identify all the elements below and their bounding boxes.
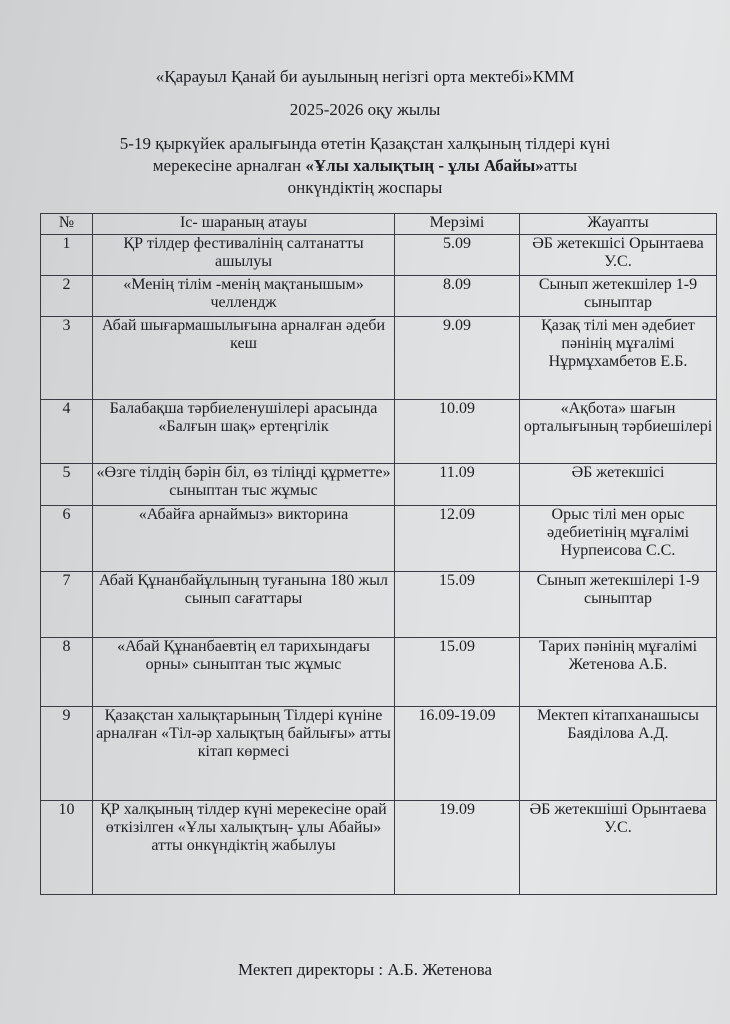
row-num: 10 <box>41 801 93 895</box>
row-resp: Орыс тілі мен орыс әдебиетінің мұғалімі Нурпеисова С.С. <box>520 506 717 572</box>
table-row <box>41 464 717 506</box>
row-num: 4 <box>41 400 93 464</box>
col-header-num: № <box>41 214 93 235</box>
row-name: «Абайға арнаймыз» викторина <box>93 506 395 572</box>
row-name: ҚР халқының тілдер күні мерекесіне орай өткізілген «Ұлы халықтың- ұлы Абайы» атты онкүндіктің жабылуы <box>93 801 395 895</box>
school-name: «Қарауыл Қанай би ауылының негізгі орта мектебі»КММ <box>155 67 575 86</box>
row-num: 3 <box>41 317 93 400</box>
col-header-date: Мерзімі <box>395 214 520 235</box>
row-name: Абай шығармашылығына арналған әдеби кеш <box>93 317 395 400</box>
row-resp: ӘБ жетекшісі <box>520 464 717 506</box>
row-resp: Қазақ тілі мен әдебиет пәнінің мұғалімі Нұрмұхамбетов Е.Б. <box>520 317 717 400</box>
row-name: «Өзге тілдің бәрін біл, өз тіліңді құрметте» сыныптан тыс жұмыс <box>93 464 395 506</box>
row-date: 8.09 <box>395 276 520 317</box>
row-num: 2 <box>41 276 93 317</box>
table-row <box>41 638 717 707</box>
title-bold: «Ұлы халықтың - ұлы Абайы» <box>305 156 544 175</box>
row-name: «Менің тілім -менің мақтанышым» челлендж <box>93 276 395 317</box>
row-num: 8 <box>41 638 93 707</box>
row-name: «Абай Құнанбаевтің ел тарихындағы орны» сыныптан тыс жұмыс <box>93 638 395 707</box>
row-num: 6 <box>41 506 93 572</box>
director-signature-line: Мектеп директоры : А.Б. Жетенова <box>237 960 493 979</box>
row-name: Абай Құнанбайұлының туғанына 180 жыл сынып сағаттары <box>93 572 395 638</box>
row-resp: Сынып жетекшілері 1-9 сыныптар <box>520 572 717 638</box>
title-pre: мерекесіне арналған <box>152 156 306 175</box>
row-date: 5.09 <box>395 235 520 276</box>
table-row <box>41 317 717 400</box>
row-name: Балабақша тәрбиеленушілері арасында «Балғын шақ» ертеңгілік <box>93 400 395 464</box>
row-num: 5 <box>41 464 93 506</box>
events-table <box>40 213 717 895</box>
plan-title <box>0 133 730 199</box>
row-date: 12.09 <box>395 506 520 572</box>
title-post: атты <box>543 156 578 175</box>
table-header-row <box>41 214 717 235</box>
row-num: 1 <box>41 235 93 276</box>
table-row <box>41 235 717 276</box>
row-resp: ӘБ жетекшіші Орынтаева У.С. <box>520 801 717 895</box>
plan-title-line2 <box>0 155 730 177</box>
row-resp: Сынып жетекшілер 1-9 сыныптар <box>520 276 717 317</box>
row-date: 15.09 <box>395 572 520 638</box>
table-row <box>41 506 717 572</box>
row-resp: ӘБ жетекшісі Орынтаева У.С. <box>520 235 717 276</box>
row-date: 11.09 <box>395 464 520 506</box>
row-resp: Тарих пәнінің мұғалімі Жетенова А.Б. <box>520 638 717 707</box>
table-row <box>41 400 717 464</box>
row-date: 19.09 <box>395 801 520 895</box>
row-num: 7 <box>41 572 93 638</box>
table-row <box>41 276 717 317</box>
row-date: 10.09 <box>395 400 520 464</box>
plan-title-line3: онкүндіктің жоспары <box>287 178 443 197</box>
row-date: 15.09 <box>395 638 520 707</box>
row-num: 9 <box>41 707 93 801</box>
row-resp: «Ақбота» шағын орталығының тәрбиешілері <box>520 400 717 464</box>
row-date: 9.09 <box>395 317 520 400</box>
academic-year: 2025-2026 оқу жылы <box>289 100 441 119</box>
col-header-resp: Жауапты <box>520 214 717 235</box>
row-resp: Мектеп кітапханашысы Баяділова А.Д. <box>520 707 717 801</box>
table-row <box>41 707 717 801</box>
row-name: ҚР тілдер фестивалінің салтанатты ашылуы <box>93 235 395 276</box>
table-row <box>41 572 717 638</box>
row-name: Қазақстан халықтарының Тілдері күніне арналған «Тіл-әр халықтың байлығы» атты кітап көрмесі <box>93 707 395 801</box>
row-date: 16.09-19.09 <box>395 707 520 801</box>
table-row <box>41 801 717 895</box>
col-header-name: Іс- шараның атауы <box>93 214 395 235</box>
plan-title-line1: 5-19 қыркүйек аралығында өтетін Қазақстан халқының тілдері күні <box>119 134 611 153</box>
